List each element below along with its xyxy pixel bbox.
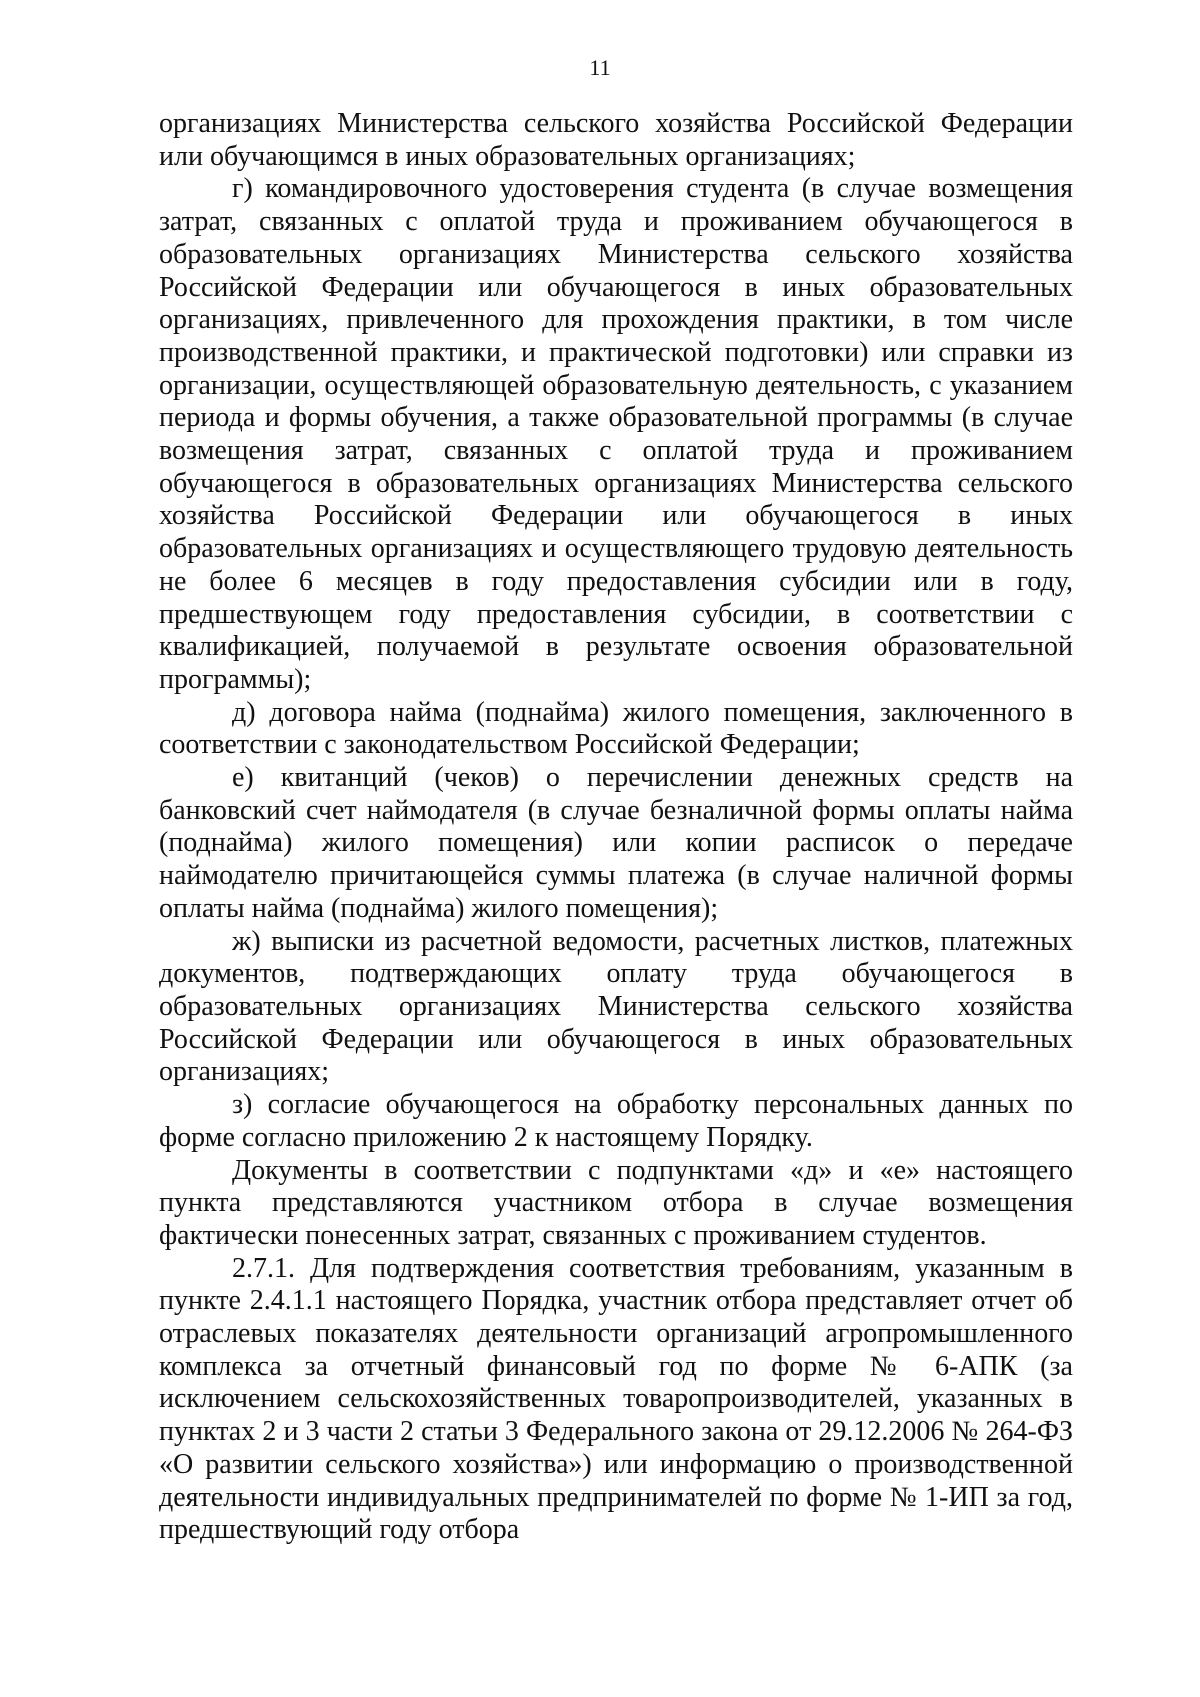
paragraph-item-d: д) договора найма (поднайма) жилого помещения, заключенного в соответствии с законодательством Российской Федерации; bbox=[159, 696, 1073, 761]
paragraph-item-z: з) согласие обучающегося на обработку персональных данных по форме согласно приложению 2 к настоящему Порядку. bbox=[159, 1089, 1073, 1153]
paragraph-2-7-1: 2.7.1. Для подтверждения соответствия требованиям, указанным в пункте 2.4.1.1 настоящего Порядка, участник отбора представляет отчет об отраслевых показателях деятельности организаций агропромышленного комплекса за отчетный финансовый год по форме № 6-АПК (за исключением сельскохозяйственных товаропроизводителей, указанных в пунктах 2 и 3 части 2 статьи 3 Федерального закона от 29.12.2006 № 264-ФЗ «О развитии сельского хозяйства») или информацию о производственной деятельности индивидуальных предпринимателей по форме № 1-ИП за год, предшествующий году отбора bbox=[159, 1252, 1073, 1546]
paragraph-item-zh: ж) выписки из расчетной ведомости, расчетных листков, платежных документов, подтверждающих оплату труда обучающегося в образовательных организациях Министерства сельского хозяйства Российской Федерации или обучающегося в иных образовательных организациях; bbox=[159, 925, 1073, 1088]
document-body bbox=[159, 108, 1073, 1547]
paragraph-continuation: организациях Министерства сельского хозяйства Российской Федерации или обучающимся в иных образовательных организациях; bbox=[159, 108, 1073, 172]
page-number: 11 bbox=[589, 55, 611, 80]
paragraph-documents-note: Документы в соответствии с подпунктами «д» и «е» настоящего пункта представляются участником отбора в случае возмещения фактически понесенных затрат, связанных с проживанием студентов. bbox=[159, 1154, 1073, 1251]
paragraph-item-e: е) квитанций (чеков) о перечислении денежных средств на банковский счет наймодателя (в случае безналичной формы оплаты найма (поднайма) жилого помещения) или копии расписок о передаче наймодателю причитающейся суммы платежа (в случае наличной формы оплаты найма (поднайма) жилого помещения); bbox=[159, 762, 1073, 924]
paragraph-item-g: г) командировочного удостоверения студента (в случае возмещения затрат, связанных с оплатой труда и проживанием обучающегося в образовательных организациях Министерства сельского хозяйства Российской Федерации или обучающегося в иных образовательных организациях, привлеченного для прохождения практики, в том числе производственной практики, и практической подготовки) или справки из организации, осуществляющей образовательную деятельность, с указанием периода и формы обучения, а также образовательной программы (в случае возмещения затрат, связанных с оплатой труда и проживанием обучающегося в образовательных организациях Министерства сельского хозяйства Российской Федерации или обучающегося в иных образовательных организациях и осуществляющего трудовую деятельность не более 6 месяцев в году предоставления субсидии или в году, предшествующем году предоставления субсидии, в соответствии с квалификацией, получаемой в результате освоения образовательной программы); bbox=[159, 173, 1073, 695]
